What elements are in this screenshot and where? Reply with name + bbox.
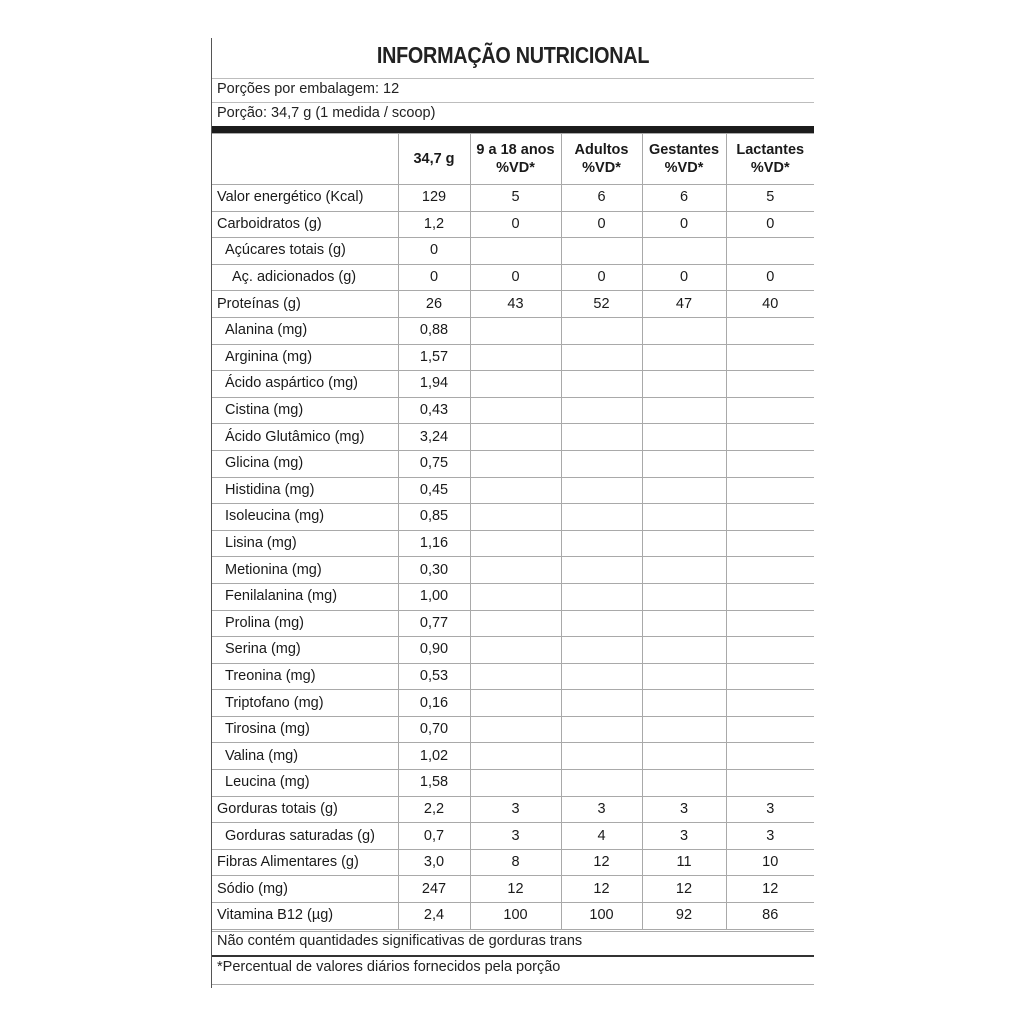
vd-lactating-value: 0 (726, 211, 814, 238)
table-row (212, 637, 814, 664)
vd-lactating-value (726, 743, 814, 770)
vd-adults-value (561, 690, 642, 717)
vd-adults-value: 0 (561, 264, 642, 291)
vd-pregnant-value (642, 450, 726, 477)
nutrient-name: Prolina (mg) (212, 610, 398, 637)
vd-9-18-value: 12 (470, 876, 561, 903)
nutrient-amount: 2,4 (398, 903, 470, 930)
vd-pregnant-value: 6 (642, 185, 726, 212)
vd-pregnant-value (642, 583, 726, 610)
vd-adults-value: 12 (561, 876, 642, 903)
vd-lactating-value (726, 450, 814, 477)
table-row (212, 504, 814, 531)
header-vd-lactating-unit: %VD* (750, 160, 790, 176)
nutrient-name: Arginina (mg) (212, 344, 398, 371)
nutrient-name: Vitamina B12 (µg) (212, 903, 398, 930)
daily-value-note: *Percentual de valores diários fornecidos pela porção (217, 959, 561, 975)
nutrient-amount: 0,85 (398, 504, 470, 531)
vd-pregnant-value: 0 (642, 211, 726, 238)
nutrient-name: Serina (mg) (212, 637, 398, 664)
vd-adults-value (561, 424, 642, 451)
vd-pregnant-value: 3 (642, 823, 726, 850)
header-vd-adults-label: Adultos (574, 142, 629, 158)
table-row (212, 264, 814, 291)
table-row (212, 371, 814, 398)
vd-adults-value: 6 (561, 185, 642, 212)
vd-9-18-value: 3 (470, 823, 561, 850)
vd-lactating-value: 5 (726, 185, 814, 212)
nutrient-name: Valor energético (Kcal) (212, 185, 398, 212)
vd-adults-value (561, 716, 642, 743)
vd-9-18-value (470, 770, 561, 797)
nutrient-amount: 0,16 (398, 690, 470, 717)
vd-9-18-value: 8 (470, 849, 561, 876)
nutrient-amount: 3,24 (398, 424, 470, 451)
vd-adults-value (561, 530, 642, 557)
vd-adults-value (561, 371, 642, 398)
table-row (212, 477, 814, 504)
vd-pregnant-value (642, 371, 726, 398)
vd-pregnant-value (642, 504, 726, 531)
vd-9-18-value (470, 344, 561, 371)
nutrient-amount: 0,75 (398, 450, 470, 477)
nutrient-name: Lisina (mg) (212, 530, 398, 557)
table-row (212, 849, 814, 876)
vd-adults-value: 0 (561, 211, 642, 238)
table-row (212, 211, 814, 238)
vd-adults-value (561, 663, 642, 690)
vd-adults-value (561, 610, 642, 637)
label-title: INFORMAÇÃO NUTRICIONAL (376, 42, 650, 68)
table-row (212, 450, 814, 477)
vd-adults-value (561, 238, 642, 265)
table-row (212, 770, 814, 797)
nutrient-name: Gorduras totais (g) (212, 796, 398, 823)
vd-pregnant-value (642, 344, 726, 371)
vd-lactating-value (726, 317, 814, 344)
nutrient-amount: 247 (398, 876, 470, 903)
nutrient-amount: 0,7 (398, 823, 470, 850)
vd-lactating-value (726, 637, 814, 664)
vd-adults-value (561, 317, 642, 344)
vd-pregnant-value (642, 317, 726, 344)
vd-adults-value (561, 397, 642, 424)
vd-9-18-value (470, 743, 561, 770)
vd-pregnant-value: 0 (642, 264, 726, 291)
nutrient-amount: 0,43 (398, 397, 470, 424)
servings-divider (212, 102, 814, 103)
vd-lactating-value: 86 (726, 903, 814, 930)
vd-adults-value: 12 (561, 849, 642, 876)
nutrient-name: Sódio (mg) (212, 876, 398, 903)
nutrient-amount: 0,88 (398, 317, 470, 344)
nutrient-amount: 0,70 (398, 716, 470, 743)
header-vd-lactating (726, 134, 814, 185)
header-nutrient-blank (212, 134, 398, 185)
vd-pregnant-value (642, 530, 726, 557)
vd-adults-value: 4 (561, 823, 642, 850)
vd-lactating-value (726, 557, 814, 584)
vd-9-18-value (470, 690, 561, 717)
nutrient-amount: 129 (398, 185, 470, 212)
nutrient-name: Carboidratos (g) (212, 211, 398, 238)
nutrient-name: Ácido aspártico (mg) (212, 371, 398, 398)
nutrient-amount: 3,0 (398, 849, 470, 876)
table-row (212, 610, 814, 637)
vd-9-18-value: 5 (470, 185, 561, 212)
nutrient-amount: 0,77 (398, 610, 470, 637)
table-row (212, 397, 814, 424)
table-row (212, 238, 814, 265)
header-vd-pregnant-label: Gestantes (648, 142, 720, 158)
vd-adults-value (561, 504, 642, 531)
vd-lactating-value (726, 530, 814, 557)
vd-9-18-value (470, 557, 561, 584)
table-row (212, 663, 814, 690)
table-row (212, 557, 814, 584)
footnote-divider (212, 931, 814, 932)
table-row (212, 583, 814, 610)
nutrition-label (211, 38, 814, 988)
nutrient-name: Triptofano (mg) (212, 690, 398, 717)
nutrient-amount: 0,53 (398, 663, 470, 690)
table-header-row (212, 134, 814, 185)
vd-lactating-value (726, 477, 814, 504)
vd-lactating-value: 10 (726, 849, 814, 876)
vd-9-18-value: 0 (470, 211, 561, 238)
vd-pregnant-value (642, 716, 726, 743)
header-vd-9-18-label: 9 a 18 anos (476, 142, 555, 158)
table-row (212, 743, 814, 770)
nutrient-name: Gorduras saturadas (g) (212, 823, 398, 850)
vd-pregnant-value: 47 (642, 291, 726, 318)
nutrient-amount: 1,00 (398, 583, 470, 610)
vd-9-18-value (470, 504, 561, 531)
vd-lactating-value (726, 371, 814, 398)
vd-pregnant-value (642, 770, 726, 797)
table-row (212, 185, 814, 212)
vd-adults-value (561, 770, 642, 797)
vd-pregnant-value (642, 663, 726, 690)
nutrient-amount: 0,45 (398, 477, 470, 504)
nutrient-name: Cistina (mg) (212, 397, 398, 424)
vd-lactating-value (726, 504, 814, 531)
vd-lactating-value: 0 (726, 264, 814, 291)
nutrient-amount: 1,2 (398, 211, 470, 238)
nutrient-amount: 0 (398, 238, 470, 265)
nutrient-name: Ácido Glutâmico (mg) (212, 424, 398, 451)
vd-lactating-value: 3 (726, 796, 814, 823)
table-row (212, 317, 814, 344)
vd-adults-value (561, 557, 642, 584)
vd-pregnant-value: 12 (642, 876, 726, 903)
table-row (212, 291, 814, 318)
vd-adults-value (561, 743, 642, 770)
nutrient-name: Treonina (mg) (212, 663, 398, 690)
header-portion (398, 134, 470, 185)
vd-lactating-value (726, 716, 814, 743)
nutrient-amount: 0,90 (398, 637, 470, 664)
trans-fat-note: Não contém quantidades significativas de gorduras trans (217, 933, 583, 949)
header-vd-9-18-unit: %VD* (496, 160, 535, 176)
nutrient-amount: 26 (398, 291, 470, 318)
nutrient-name: Metionina (mg) (212, 557, 398, 584)
header-vd-9-18 (470, 134, 561, 185)
vd-9-18-value (470, 663, 561, 690)
header-vd-lactating-label: Lactantes (736, 142, 805, 158)
table-row (212, 690, 814, 717)
vd-pregnant-value (642, 690, 726, 717)
vd-9-18-value (470, 371, 561, 398)
vd-lactating-value: 12 (726, 876, 814, 903)
table-row (212, 716, 814, 743)
vd-lactating-value (726, 610, 814, 637)
thick-divider (212, 126, 814, 133)
vd-9-18-value (470, 477, 561, 504)
vd-pregnant-value (642, 424, 726, 451)
vd-lactating-value (726, 344, 814, 371)
vd-lactating-value: 3 (726, 823, 814, 850)
vd-9-18-value (470, 716, 561, 743)
nutrient-amount: 1,57 (398, 344, 470, 371)
vd-adults-value (561, 637, 642, 664)
table-row (212, 903, 814, 930)
nutrient-name: Alanina (mg) (212, 317, 398, 344)
vd-adults-value: 100 (561, 903, 642, 930)
nutrient-name: Glicina (mg) (212, 450, 398, 477)
nutrient-amount: 1,58 (398, 770, 470, 797)
header-vd-pregnant (642, 134, 726, 185)
vd-lactating-value (726, 583, 814, 610)
vd-pregnant-value (642, 238, 726, 265)
bottom-divider (212, 984, 814, 985)
nutrient-name: Proteínas (g) (212, 291, 398, 318)
nutrient-name: Tirosina (mg) (212, 716, 398, 743)
vd-pregnant-value (642, 637, 726, 664)
vd-9-18-value (470, 450, 561, 477)
table-row (212, 344, 814, 371)
nutrient-name: Açúcares totais (g) (212, 238, 398, 265)
vd-pregnant-value (642, 477, 726, 504)
vd-pregnant-value (642, 557, 726, 584)
servings-per-package: Porções por embalagem: 12 (217, 81, 400, 97)
vd-lactating-value (726, 397, 814, 424)
nutrient-name: Fenilalanina (mg) (212, 583, 398, 610)
vd-adults-value (561, 344, 642, 371)
nutrient-name: Valina (mg) (212, 743, 398, 770)
vd-pregnant-value: 11 (642, 849, 726, 876)
vd-9-18-value (470, 238, 561, 265)
vd-pregnant-value (642, 743, 726, 770)
nutrient-name: Fibras Alimentares (g) (212, 849, 398, 876)
vd-9-18-value: 0 (470, 264, 561, 291)
table-row (212, 530, 814, 557)
nutrient-name: Isoleucina (mg) (212, 504, 398, 531)
vd-pregnant-value (642, 397, 726, 424)
table-row (212, 424, 814, 451)
footnote-divider-bold (212, 955, 814, 957)
table-row (212, 823, 814, 850)
vd-pregnant-value: 92 (642, 903, 726, 930)
vd-9-18-value (470, 530, 561, 557)
vd-pregnant-value: 3 (642, 796, 726, 823)
vd-9-18-value (470, 424, 561, 451)
vd-adults-value: 52 (561, 291, 642, 318)
title-divider (212, 78, 814, 79)
vd-9-18-value: 3 (470, 796, 561, 823)
header-vd-pregnant-unit: %VD* (664, 160, 704, 176)
vd-pregnant-value (642, 610, 726, 637)
vd-adults-value: 3 (561, 796, 642, 823)
vd-adults-value (561, 450, 642, 477)
nutrient-name: Histidina (mg) (212, 477, 398, 504)
table-row (212, 796, 814, 823)
vd-lactating-value (726, 770, 814, 797)
header-vd-adults-unit: %VD* (582, 160, 621, 176)
vd-9-18-value (470, 317, 561, 344)
nutrient-amount: 0 (398, 264, 470, 291)
vd-adults-value (561, 477, 642, 504)
vd-9-18-value (470, 637, 561, 664)
header-vd-adults (561, 134, 642, 185)
nutrient-name: Leucina (mg) (212, 770, 398, 797)
nutrient-amount: 2,2 (398, 796, 470, 823)
vd-9-18-value (470, 397, 561, 424)
nutrient-amount: 1,94 (398, 371, 470, 398)
vd-lactating-value (726, 238, 814, 265)
vd-lactating-value (726, 424, 814, 451)
nutrient-amount: 0,30 (398, 557, 470, 584)
table-row (212, 876, 814, 903)
nutrient-amount: 1,16 (398, 530, 470, 557)
vd-9-18-value (470, 610, 561, 637)
vd-lactating-value (726, 663, 814, 690)
vd-9-18-value: 100 (470, 903, 561, 930)
nutrition-table (212, 133, 814, 930)
header-portion-label: 34,7 g (413, 151, 455, 167)
vd-9-18-value (470, 583, 561, 610)
vd-lactating-value: 40 (726, 291, 814, 318)
nutrient-name: Aç. adicionados (g) (212, 264, 398, 291)
vd-lactating-value (726, 690, 814, 717)
nutrient-amount: 1,02 (398, 743, 470, 770)
vd-adults-value (561, 583, 642, 610)
serving-size: Porção: 34,7 g (1 medida / scoop) (217, 105, 436, 121)
vd-9-18-value: 43 (470, 291, 561, 318)
